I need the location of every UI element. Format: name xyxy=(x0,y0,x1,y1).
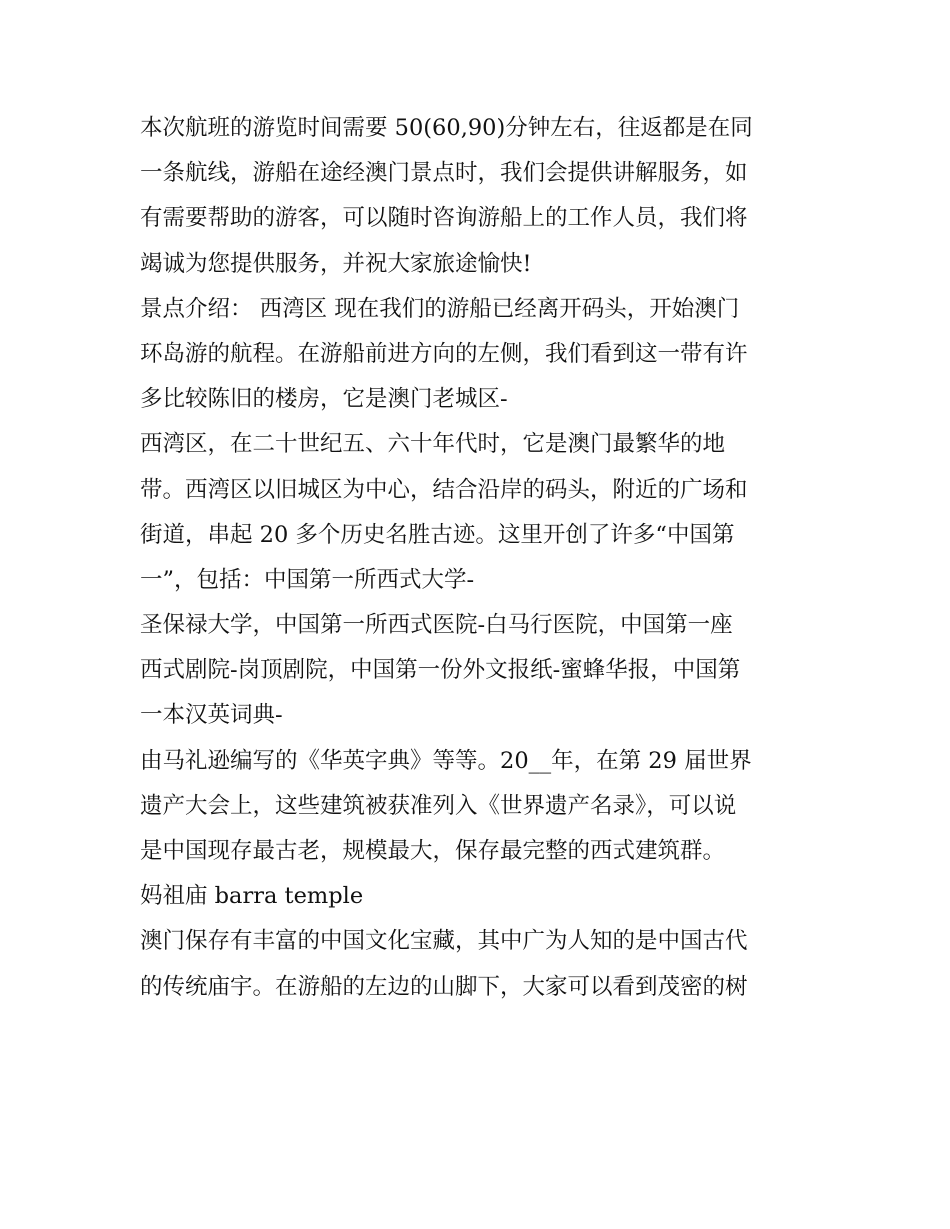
text-line: 有需要帮助的游客，可以随时咨询游船上的工作人员，我们将 xyxy=(140,205,748,232)
section-heading: 妈祖庙 barra temple xyxy=(140,883,364,910)
text-line: 一”，包括：中国第一所西式大学- xyxy=(140,566,475,593)
text-line: 澳门保存有丰富的中国文化宝藏，其中广为人知的是中国古代 xyxy=(140,928,748,955)
text-line: 的传统庙宇。在游船的左边的山脚下，大家可以看到茂密的树 xyxy=(140,973,748,1000)
text-line: 西式剧院-岗顶剧院，中国第一份外文报纸-蜜蜂华报，中国第 xyxy=(140,657,741,684)
text-line: 一条航线，游船在途经澳门景点时，我们会提供讲解服务，如 xyxy=(140,160,748,187)
text-line: 遗产大会上，这些建筑被获准列入《世界遗产名录》，可以说 xyxy=(140,792,737,819)
text-line: 西湾区，在二十世纪五、六十年代时，它是澳门最繁华的地 xyxy=(140,431,726,458)
text-line: 环岛游的航程。在游船前进方向的左侧，我们看到这一带有许 xyxy=(140,340,748,367)
text-line: 圣保禄大学，中国第一所西式医院-白马行医院，中国第一座 xyxy=(140,612,733,639)
text-line: 一本汉英词典- xyxy=(140,702,283,729)
text-line: 竭诚为您提供服务，并祝大家旅途愉快! xyxy=(140,250,532,277)
text-line: 带。西湾区以旧城区为中心，结合沿岸的码头，附近的广场和 xyxy=(140,476,748,503)
text-line: 多比较陈旧的楼房，它是澳门老城区- xyxy=(140,386,508,413)
body-text xyxy=(140,106,820,1010)
text-line: 街道，串起 20 多个历史名胜古迹。这里开创了许多“中国第 xyxy=(140,521,735,548)
text-line: 由马礼逊编写的《华英字典》等等。20__年，在第 29 届世界 xyxy=(140,747,752,774)
text-line: 本次航班的游览时间需要 50(60,90)分钟左右，往返都是在同 xyxy=(140,115,753,141)
text-line: 景点介绍： 西湾区 现在我们的游船已经离开码头，开始澳门 xyxy=(140,295,740,322)
text-line: 是中国现存最古老，规模最大，保存最完整的西式建筑群。 xyxy=(140,838,726,864)
